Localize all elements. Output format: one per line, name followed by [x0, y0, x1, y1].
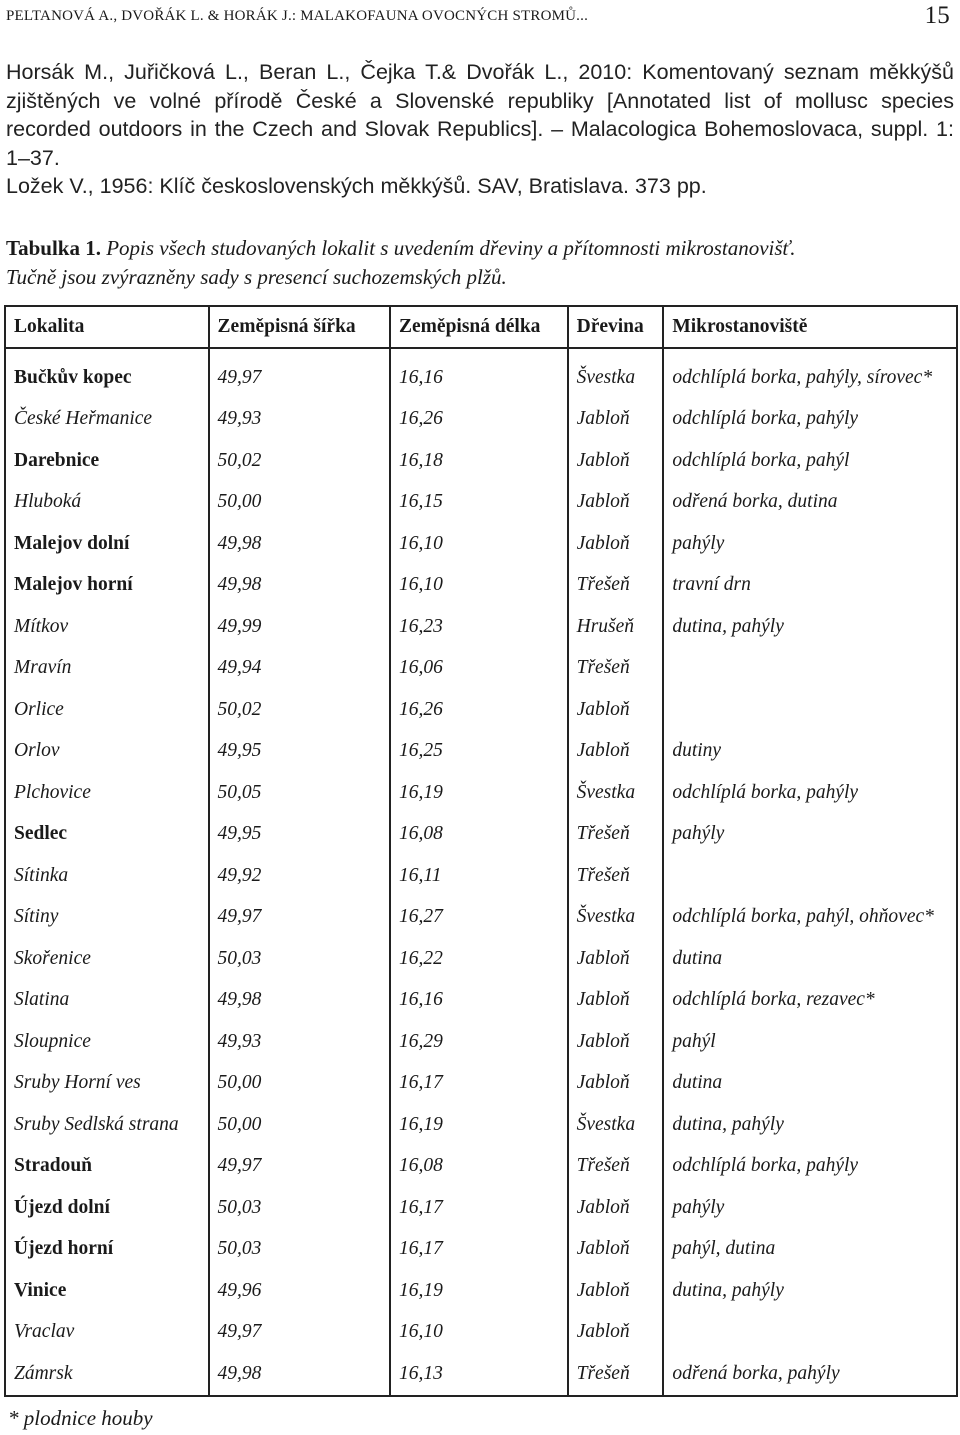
cell-tree: Jabloň [568, 1270, 664, 1312]
table-body [5, 348, 957, 1396]
table-row [5, 1146, 957, 1188]
cell-microhabitat [663, 1312, 957, 1354]
cell-microhabitat: odchlíplá borka, pahýly, sírovec* [672, 366, 933, 388]
table-row [5, 1229, 957, 1271]
table-row [5, 399, 957, 441]
cell-tree: Jabloň [568, 1229, 664, 1271]
cell-tree: Jabloň [568, 523, 664, 565]
cell-tree: Třešeň [568, 1353, 664, 1396]
cell-longitude: 16,06 [390, 648, 568, 690]
cell-tree: Třešeň [568, 565, 664, 607]
cell-tree: Jabloň [568, 482, 664, 524]
cell-locality: Sedlec [5, 814, 209, 856]
cell-tree: Hrušeň [568, 606, 664, 648]
cell-locality: Malejov horní [5, 565, 209, 607]
cell-latitude: 50,02 [209, 440, 390, 482]
cell-locality: Újezd dolní [5, 1187, 209, 1229]
cell-locality: Vraclav [5, 1312, 209, 1354]
table-row [5, 689, 957, 731]
cell-locality: Orlice [5, 689, 209, 731]
cell-longitude: 16,22 [390, 938, 568, 980]
table-row [5, 1104, 957, 1146]
cell-microhabitat: pahýl [672, 1030, 716, 1052]
header-microhabitat: Mikrostanoviště [663, 306, 957, 348]
table-row [5, 1063, 957, 1105]
cell-microhabitat: dutina [672, 1072, 723, 1094]
cell-latitude: 49,93 [209, 1021, 390, 1063]
cell-locality: Malejov dolní [5, 523, 209, 565]
cell-latitude: 49,98 [209, 523, 390, 565]
caption-text-line2: Tučně jsou zvýrazněny sady s presencí suchozemských plžů. [6, 265, 507, 289]
cell-locality: Darebnice [5, 440, 209, 482]
cell-tree: Třešeň [568, 648, 664, 690]
cell-longitude: 16,27 [390, 897, 568, 939]
cell-latitude: 50,00 [209, 482, 390, 524]
cell-locality: Mravín [5, 648, 209, 690]
table-row [5, 938, 957, 980]
cell-longitude: 16,19 [390, 772, 568, 814]
header-lokalita: Lokalita [5, 306, 209, 348]
cell-tree: Švestka [568, 772, 664, 814]
cell-locality: Zámrsk [5, 1353, 209, 1396]
reference-lozek-1956: Ložek V., 1956: Klíč československých měkkýšů. SAV, Bratislava. 373 pp. [6, 174, 707, 198]
cell-tree: Třešeň [568, 1146, 664, 1188]
cell-longitude: 16,25 [390, 731, 568, 773]
localities-table [4, 305, 958, 1397]
table-row [5, 897, 957, 939]
cell-tree: Jabloň [568, 731, 664, 773]
table-row [5, 980, 957, 1022]
cell-tree: Jabloň [568, 1187, 664, 1229]
cell-locality: Sítinka [5, 855, 209, 897]
cell-microhabitat: dutina, pahýly [672, 615, 784, 637]
cell-tree: Třešeň [568, 855, 664, 897]
caption-text-line1: Popis všech studovaných lokalit s uvedením dřeviny a přítomnosti mikrostanovišť. [106, 236, 796, 260]
cell-microhabitat [663, 648, 957, 690]
cell-latitude: 49,97 [209, 897, 390, 939]
cell-locality: Sloupnice [5, 1021, 209, 1063]
cell-latitude: 50,02 [209, 689, 390, 731]
cell-locality: Plchovice [5, 772, 209, 814]
cell-longitude: 16,18 [390, 440, 568, 482]
cell-microhabitat: travní drn [672, 574, 751, 596]
table-row [5, 648, 957, 690]
cell-latitude: 50,03 [209, 1187, 390, 1229]
cell-microhabitat: pahýly [672, 1196, 725, 1218]
table-row [5, 1270, 957, 1312]
table-row [5, 731, 957, 773]
cell-microhabitat: odřená borka, dutina [672, 491, 838, 513]
cell-longitude: 16,17 [390, 1187, 568, 1229]
cell-latitude: 49,94 [209, 648, 390, 690]
table-row [5, 772, 957, 814]
cell-tree: Jabloň [568, 440, 664, 482]
cell-latitude: 49,97 [209, 348, 390, 399]
cell-longitude: 16,13 [390, 1353, 568, 1396]
cell-longitude: 16,10 [390, 523, 568, 565]
cell-tree: Třešeň [568, 814, 664, 856]
cell-locality: Sítiny [5, 897, 209, 939]
cell-tree: Jabloň [568, 1312, 664, 1354]
cell-locality: Skořenice [5, 938, 209, 980]
cell-longitude: 16,19 [390, 1270, 568, 1312]
cell-longitude: 16,15 [390, 482, 568, 524]
table-header-row [5, 306, 957, 348]
running-title: PELTANOVÁ A., DVOŘÁK L. & HORÁK J.: MALAKOFAUNA OVOCNÝCH STROMŮ... [6, 8, 589, 24]
header-latitude: Zeměpisná šířka [209, 306, 390, 348]
cell-microhabitat: dutina, pahýly [672, 1279, 784, 1301]
cell-microhabitat: odchlíplá borka, rezavec* [672, 989, 875, 1011]
cell-microhabitat [663, 689, 957, 731]
cell-microhabitat: odchlíplá borka, pahýly [672, 1155, 859, 1177]
cell-locality: Vinice [5, 1270, 209, 1312]
cell-microhabitat: odřená borka, pahýly [672, 1362, 840, 1384]
table-row [5, 348, 957, 399]
cell-latitude: 49,95 [209, 731, 390, 773]
cell-latitude: 49,93 [209, 399, 390, 441]
cell-latitude: 49,98 [209, 980, 390, 1022]
cell-latitude: 49,99 [209, 606, 390, 648]
cell-tree: Jabloň [568, 1063, 664, 1105]
cell-latitude: 50,00 [209, 1063, 390, 1105]
table-row [5, 1187, 957, 1229]
cell-latitude: 50,00 [209, 1104, 390, 1146]
cell-tree: Jabloň [568, 689, 664, 731]
cell-longitude: 16,10 [390, 565, 568, 607]
cell-longitude: 16,16 [390, 980, 568, 1022]
table-row [5, 1312, 957, 1354]
table-row [5, 855, 957, 897]
cell-longitude: 16,23 [390, 606, 568, 648]
cell-longitude: 16,29 [390, 1021, 568, 1063]
cell-longitude: 16,26 [390, 399, 568, 441]
cell-latitude: 50,03 [209, 1229, 390, 1271]
cell-longitude: 16,08 [390, 814, 568, 856]
references [6, 58, 954, 201]
table-row [5, 1353, 957, 1396]
cell-latitude: 49,98 [209, 565, 390, 607]
cell-latitude: 49,97 [209, 1146, 390, 1188]
cell-locality: Sruby Sedlská strana [5, 1104, 209, 1146]
cell-tree: Jabloň [568, 980, 664, 1022]
cell-locality: Orlov [5, 731, 209, 773]
table-row [5, 440, 957, 482]
cell-longitude: 16,17 [390, 1229, 568, 1271]
running-header [6, 4, 954, 28]
cell-tree: Švestka [568, 348, 664, 399]
cell-longitude: 16,26 [390, 689, 568, 731]
table-row [5, 814, 957, 856]
cell-microhabitat: dutina, pahýly [672, 1113, 784, 1135]
cell-longitude: 16,10 [390, 1312, 568, 1354]
footnote: * plodnice houby [8, 1406, 153, 1430]
cell-locality: Hluboká [5, 482, 209, 524]
cell-latitude: 49,98 [209, 1353, 390, 1396]
cell-latitude: 49,95 [209, 814, 390, 856]
cell-tree: Švestka [568, 1104, 664, 1146]
cell-tree: Jabloň [568, 1021, 664, 1063]
header-tree: Dřevina [568, 306, 664, 348]
cell-microhabitat: dutina [672, 947, 723, 969]
cell-longitude: 16,19 [390, 1104, 568, 1146]
cell-microhabitat: dutiny [672, 740, 722, 762]
cell-latitude: 49,96 [209, 1270, 390, 1312]
table-row [5, 565, 957, 607]
cell-microhabitat: odchlíplá borka, pahýly [672, 408, 859, 430]
cell-locality: Újezd horní [5, 1229, 209, 1271]
reference-horsak-2010: Horsák M., Juřičková L., Beran L., Čejka T.& Dvořák L., 2010: Komentovaný seznam měkkýšů zjištěných ve volné přírodě České a Slovenské republiky [Annotated list of mollusc species recorded outdoors in the Czech and Slovak Republics]. – Malacologica Bohemoslovaca, suppl. 1: 1–37. [6, 60, 954, 170]
cell-microhabitat: pahýly [672, 823, 725, 845]
table-row [5, 606, 957, 648]
cell-microhabitat [663, 855, 957, 897]
page-number: 15 [924, 2, 950, 29]
cell-longitude: 16,16 [390, 348, 568, 399]
cell-locality: Sruby Horní ves [5, 1063, 209, 1105]
cell-locality: Bučkův kopec [5, 348, 209, 399]
cell-microhabitat: pahýl, dutina [672, 1238, 776, 1260]
cell-locality: Stradouň [5, 1146, 209, 1188]
caption-label: Tabulka 1. [6, 236, 101, 260]
cell-longitude: 16,17 [390, 1063, 568, 1105]
header-longitude: Zeměpisná délka [390, 306, 568, 348]
cell-microhabitat: pahýly [672, 532, 725, 554]
cell-latitude: 49,97 [209, 1312, 390, 1354]
cell-locality: Slatina [5, 980, 209, 1022]
cell-latitude: 50,03 [209, 938, 390, 980]
cell-latitude: 50,05 [209, 772, 390, 814]
cell-locality: Mítkov [5, 606, 209, 648]
cell-tree: Jabloň [568, 938, 664, 980]
cell-longitude: 16,11 [390, 855, 568, 897]
cell-latitude: 49,92 [209, 855, 390, 897]
cell-microhabitat: odchlíplá borka, pahýly [672, 781, 859, 803]
table-row [5, 523, 957, 565]
cell-tree: Jabloň [568, 399, 664, 441]
cell-microhabitat: odchlíplá borka, pahýl, ohňovec* [672, 906, 934, 928]
table-caption [6, 234, 954, 292]
cell-tree: Švestka [568, 897, 664, 939]
cell-microhabitat: odchlíplá borka, pahýl [672, 449, 850, 471]
cell-locality: České Heřmanice [5, 399, 209, 441]
table-row [5, 1021, 957, 1063]
table-row [5, 482, 957, 524]
cell-longitude: 16,08 [390, 1146, 568, 1188]
